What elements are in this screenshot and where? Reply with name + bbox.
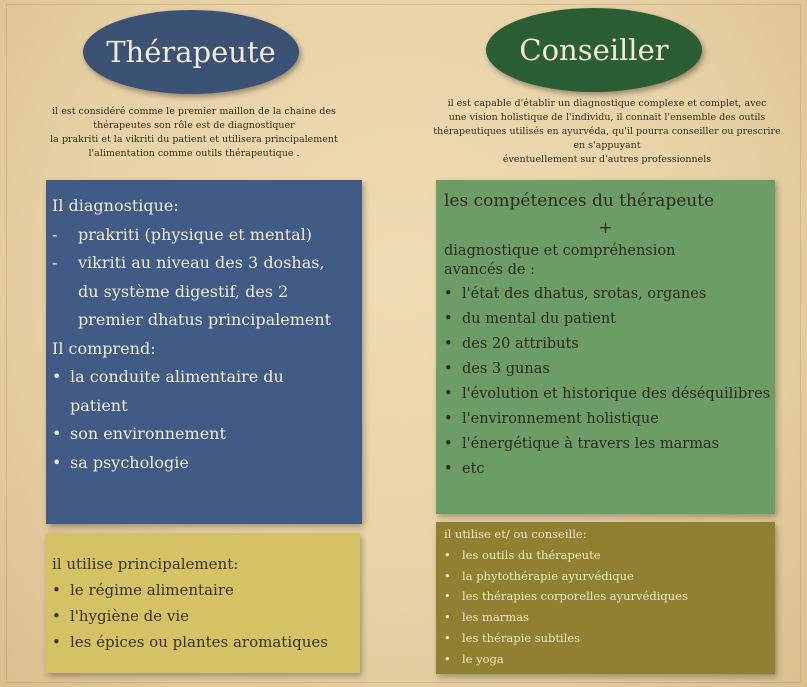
intro-line: en s'appuyant [573, 140, 641, 151]
comp-heading: Il comprend: [52, 338, 156, 358]
diag-heading: Il diagnostique: [52, 196, 179, 215]
bullet-icon: • [444, 589, 451, 604]
intro-line: l'alimentation comme outils thérapeutique . [88, 148, 300, 159]
list-item-text: des 20 attributs [462, 336, 579, 352]
diag-item [52, 249, 356, 278]
therapeute-oval [83, 10, 299, 94]
util-item-text: les épices ou plantes aromatiques [70, 633, 328, 651]
intro-line: thérapeutiques utilisés en ayurvéda, qu'il pourra conseiller ou prescrire [433, 126, 781, 137]
intro-line: il est considéré comme le premier maillon de la chaine des [52, 106, 336, 117]
list-item-text: l'évolution et historique des déséquilibres [462, 386, 771, 402]
comp-item-text: sa psychologie [70, 452, 189, 472]
competences-title: les compétences du thérapeute [444, 191, 715, 211]
bullet-icon: • [52, 633, 61, 651]
therapeute-tools-box [46, 533, 360, 673]
therapeute-title: Thérapeute [106, 35, 276, 69]
bullet-icon: • [444, 386, 453, 402]
util-item-text: l'hygiène de vie [70, 607, 190, 625]
bullet-icon: • [444, 311, 453, 327]
bullet-icon: • [444, 361, 453, 377]
list-item [444, 432, 767, 457]
util-item [444, 545, 767, 566]
bullet-icon: • [444, 568, 451, 583]
util-item-text: les marmas [462, 610, 529, 625]
util-item [444, 566, 767, 587]
list-item [444, 332, 767, 357]
bullet-icon: • [52, 367, 62, 386]
bullet-icon: • [52, 581, 61, 599]
diag-item-text: prakriti (physique et mental) [78, 224, 313, 244]
list-item [444, 382, 771, 407]
util-item [52, 629, 354, 655]
bullet-icon: • [444, 630, 451, 645]
bullet-icon: • [52, 452, 62, 472]
competences-box [436, 180, 775, 514]
plus-sign: + [598, 218, 613, 238]
dash-marker: - [52, 253, 58, 272]
comp-item [52, 420, 356, 449]
list-item-text: etc [462, 461, 485, 477]
list-item-text: l'énergétique à travers les marmas [462, 436, 720, 452]
bullet-icon: • [444, 436, 453, 452]
bullet-icon: • [444, 411, 453, 427]
list-item-text: l'état des dhatus, srotas, organes [462, 286, 707, 302]
bullet-icon: • [52, 607, 61, 625]
list-item-text: l'environnement holistique [462, 411, 659, 427]
comp-item-continuation: patient [70, 395, 128, 415]
diag-item-text: vikriti au niveau des 3 doshas, [78, 253, 325, 272]
bullet-icon: • [444, 286, 453, 302]
bullet-icon: • [444, 651, 451, 666]
list-item [444, 307, 767, 332]
util-item [444, 649, 767, 670]
util-item-text: les outils du thérapeute [462, 547, 601, 562]
diag-item-continuation: premier dhatus principalement [78, 310, 332, 329]
comp-item-text: la conduite alimentaire du [70, 367, 284, 386]
util-item [444, 607, 767, 628]
bullet-icon: • [52, 424, 62, 443]
bullet-icon: • [444, 461, 453, 477]
intro-line: une vision holistique de l'individu, il connait l'ensemble des outils [448, 112, 766, 123]
intro-line: la prakriti et la vikriti du patient et utilisera principalement [50, 134, 338, 145]
conseiller-title: Conseiller [519, 33, 669, 67]
diag-item-continuation: du système digestif, des 2 [78, 281, 289, 301]
bullet-icon: • [444, 547, 451, 562]
list-item-text: du mental du patient [462, 311, 616, 327]
dash-marker: - [52, 224, 58, 244]
util-item [444, 628, 767, 649]
util-heading: il utilise et/ ou conseille: [444, 527, 587, 541]
util-item-text: les thérapie subtiles [462, 630, 581, 645]
util-item [52, 577, 354, 603]
conseiller-oval [486, 8, 702, 92]
comp-item [52, 363, 356, 392]
util-item-text: la phytothérapie ayurvédique [462, 568, 634, 583]
util-item-text: le régime alimentaire [70, 581, 234, 599]
diag-line: diagnostique et compréhension [444, 243, 676, 259]
conseiller-tools-box [436, 522, 775, 674]
conseiller-intro [428, 97, 786, 167]
therapeute-intro [44, 105, 344, 161]
diag-item [52, 221, 356, 250]
diagnostic-box [46, 180, 362, 524]
util-item [444, 586, 767, 607]
intro-line: thérapeutes son rôle est de diagnostiquer [93, 120, 295, 131]
util-item-text: le yoga [462, 651, 504, 666]
intro-line: il est capable d'établir un diagnostique complexe et complet, avec [447, 98, 767, 109]
diag-line: avancés de : [444, 262, 535, 278]
util-item-text: les thérapies corporelles ayurvédiques [462, 589, 688, 604]
bullet-icon: • [444, 610, 451, 625]
comp-item [52, 449, 356, 478]
list-item [444, 282, 767, 307]
comp-item-text: son environnement [70, 424, 226, 443]
util-heading: il utilise principalement: [52, 555, 239, 573]
list-item-text: des 3 gunas [462, 361, 550, 377]
list-item [444, 457, 767, 482]
list-item [444, 357, 767, 382]
competences-list [444, 282, 771, 482]
intro-line: éventuellement sur d'autres professionnels [502, 154, 712, 165]
list-item [444, 407, 767, 432]
bullet-icon: • [444, 336, 453, 352]
util-item [52, 603, 354, 629]
